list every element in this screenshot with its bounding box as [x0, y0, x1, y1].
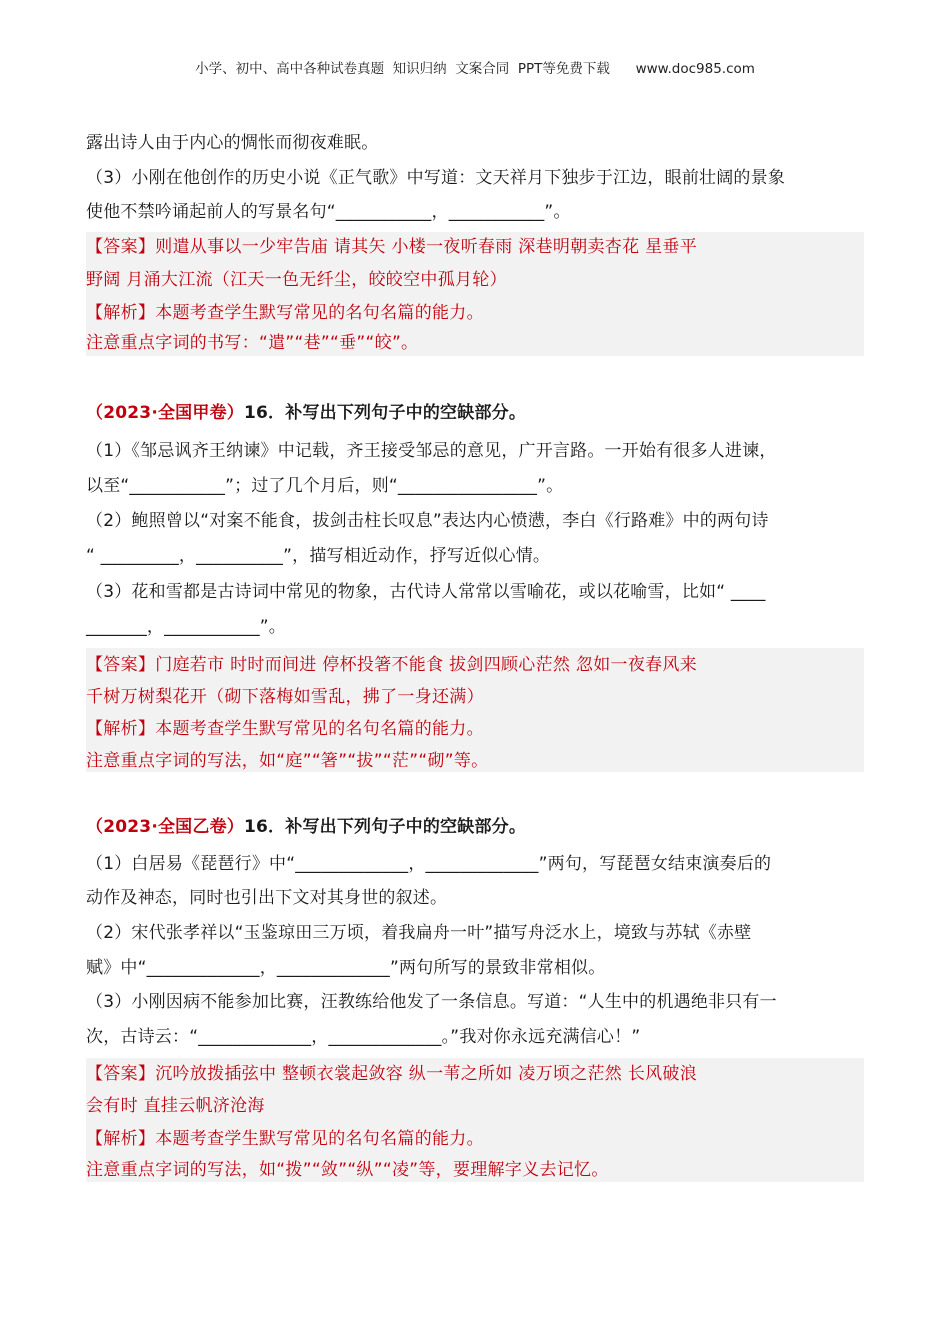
question-3-line: （3）小刚因病不能参加比赛，汪教练给他发了一条信息。写道：“人生中的机遇绝非只有一	[86, 992, 777, 1012]
answer-box	[86, 648, 864, 772]
section-title	[86, 815, 526, 839]
exam-tag: （2023·全国乙卷）	[86, 817, 244, 837]
answer-line: 会有时 直挂云帆济沧海	[86, 1096, 265, 1116]
answer-line: 【答案】则遣从事以一少牢告庙 请其矢 小楼一夜听春雨 深巷明朝卖杏花 星垂平	[86, 237, 698, 257]
question-3-line: _______，___________”。	[86, 617, 287, 637]
question-1-line: 以至“___________”；过了几个月后，则“________________”。	[86, 476, 564, 496]
question-3-line: （3）小刚在他创作的历史小说《正气歌》中写道：文天祥月下独步于江边，眼前壮阔的景象	[86, 168, 786, 188]
analysis-line: 注意重点字词的写法，如“拨”“敛”“纵”“凌”等，要理解字义去记忆。	[86, 1160, 609, 1180]
question-2-line: （2）鲍照曾以“对案不能食，拔剑击柱长叹息”表达内心愤懑，李白《行路难》中的两句诗	[86, 511, 769, 531]
question-2-line: 赋》中“_____________，_____________”两句所写的景致非常相似。	[86, 958, 606, 978]
analysis-line: 【解析】本题考查学生默写常见的名句名篇的能力。	[86, 719, 484, 739]
question-3-line: 次，古诗云：“_____________，_____________。”我对你永远充满信心！”	[86, 1027, 641, 1047]
answer-box	[86, 232, 864, 356]
analysis-line: 注意重点字词的写法，如“庭”“箸”“拔”“茫”“砌”等。	[86, 751, 489, 771]
exam-tag: （2023·全国甲卷）	[86, 403, 244, 423]
answer-line: 【答案】门庭若市 时时而间进 停杯投箸不能食 拔剑四顾心茫然 忽如一夜春风来	[86, 655, 698, 675]
question-3-line: 使他不禁吟诵起前人的写景名句“___________，___________”。	[86, 202, 571, 222]
analysis-line: 【解析】本题考查学生默写常见的名句名篇的能力。	[86, 1129, 484, 1149]
page-header: 小学、初中、高中各种试卷真题 知识归纳 文案合同 PPT等免费下载 www.doc985.com	[195, 61, 755, 77]
answer-line: 【答案】沉吟放拨插弦中 整顿衣裳起敛容 纵一苇之所如 凌万顷之茫然 长风破浪	[86, 1064, 698, 1084]
question-1-line: （1）白居易《琵琶行》中“_____________，_____________”两句，写琵琶女结束演奏后的	[86, 854, 772, 874]
question-3-line: （3）花和雪都是古诗词中常见的物象，古代诗人常常以雪喻花，或以花喻雪，比如“ ____	[86, 582, 766, 602]
question-1-line: （1）《邹忌讽齐王纳谏》中记载，齐王接受邹忌的意见，广开言路。一开始有很多人进谏，	[86, 441, 777, 461]
analysis-line: 【解析】本题考查学生默写常见的名句名篇的能力。	[86, 303, 484, 323]
analysis-line: 注意重点字词的书写：“遣”“巷”“垂”“皎”。	[86, 333, 419, 353]
answer-line: 野阔 月涌大江流（江天一色无纤尘，皎皎空中孤月轮）	[86, 270, 507, 290]
question-1-line: 动作及神态，同时也引出下文对其身世的叙述。	[86, 888, 448, 908]
text-line: 露出诗人由于内心的惆怅而彻夜难眠。	[86, 133, 379, 153]
question-title: 16．补写出下列句子中的空缺部分。	[243, 817, 527, 837]
answer-line: 千树万树梨花开（砌下落梅如雪乱，拂了一身还满）	[86, 687, 484, 707]
answer-box	[86, 1058, 864, 1182]
question-2-line: （2）宋代张孝祥以“玉鉴琼田三万顷，着我扁舟一叶”描写舟泛水上，境致与苏轼《赤壁	[86, 923, 752, 943]
question-title: 16．补写出下列句子中的空缺部分。	[243, 403, 527, 423]
question-2-line: “ _________，__________”，描写相近动作，抒写近似心情。	[86, 546, 551, 566]
section-title	[86, 401, 526, 425]
